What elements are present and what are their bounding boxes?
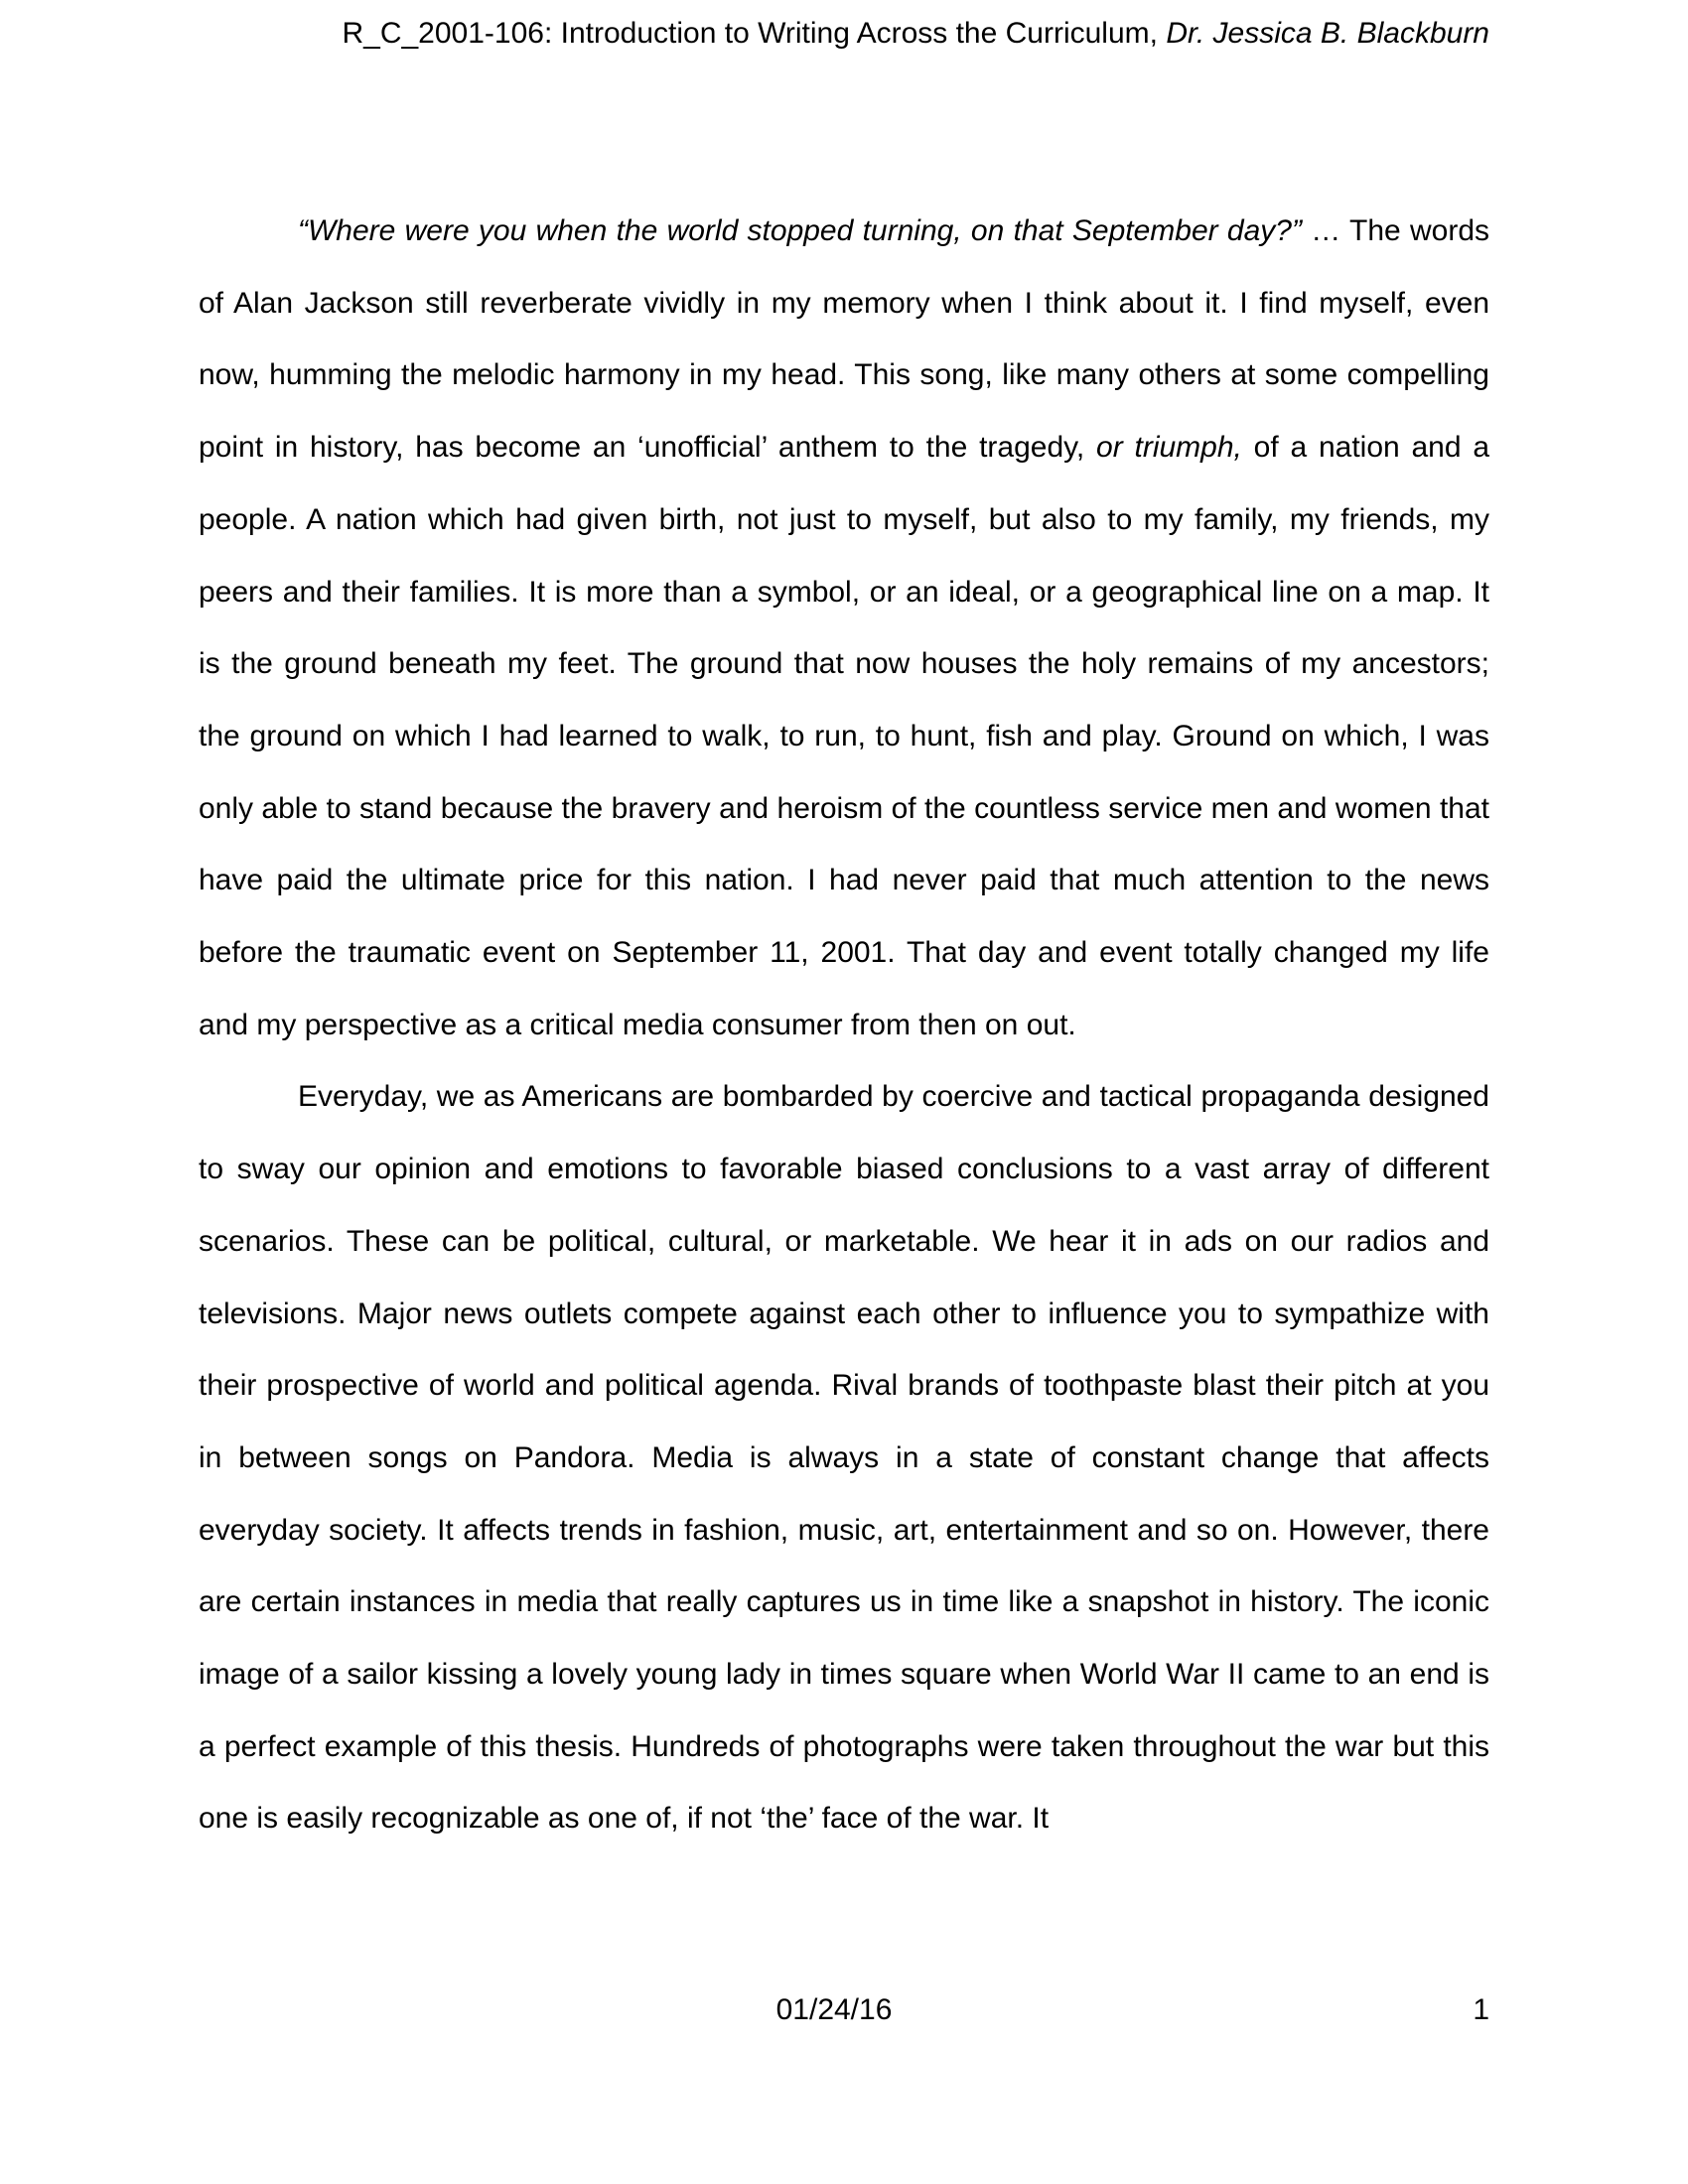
footer-date: 01/24/16: [775, 1993, 893, 2026]
paragraph-2: [199, 1061, 1489, 1855]
course-title: R_C_2001-106: Introduction to Writing Across the Curriculum,: [342, 17, 1158, 50]
paragraph-1: [199, 196, 1489, 1061]
paragraph-1-text-a: … The words of Alan Jackson still reverberate vividly in my memory when I think about it. I find myself, even now, humming the melodic harmony in my head. This song, like many others at some compelling point in history, has become an ‘unofficial’ anthem to the tragedy,: [199, 214, 1490, 465]
page-header: [342, 14, 1489, 54]
page-number: 1: [1473, 1993, 1489, 2026]
paragraph-2-text: Everyday, we as Americans are bombarded by coercive and tactical propaganda designed to sway our opinion and emotions to favorable biased conclusions to a vast array of different scenarios. These can be political, cultural, or marketable. We hear it in ads on our radios and televisions. Major news outlets compete against each other to influence you to sympathize with their prospective of world and political agenda. Rival brands of toothpaste blast their pitch at you in between songs on Pandora. Media is always in a state of constant change that affects everyday society. It affects trends in fashion, music, art, entertainment and so on. However, there are certain instances in media that really captures us in time like a snapshot in history. The iconic image of a sailor kissing a lovely young lady in times square when World War II came to an end is a perfect example of this thesis. Hundreds of photographs were taken throughout the war but this one is easily recognizable as one of, if not ‘the’ face of the war. It: [199, 1080, 1489, 1836]
essay-body: [199, 196, 1489, 1855]
paragraph-1-emphasis: or triumph,: [1096, 431, 1242, 465]
paragraph-1-text-b: of a nation and a people. A nation which had given birth, not just to myself, but also to my family, my friends, my peers and their families. It is more than a symbol, or an ideal, or a geographical line on a map. It is the ground beneath my feet. The ground that now houses the holy remains of my ancestors; the ground on which I had learned to walk, to run, to hunt, fish and play. Ground on which, I was only able to stand because the bravery and heroism of the countless service men and women that have paid the ultimate price for this nation. I had never paid that much attention to the news before the traumatic event on September 11, 2001. That day and event totally changed my life and my perspective as a critical media consumer from then on out.: [199, 431, 1490, 1041]
instructor-name: Dr. Jessica B. Blackburn: [1166, 17, 1489, 50]
song-quote: “Where were you when the world stopped turning, on that September day?”: [298, 214, 1302, 247]
